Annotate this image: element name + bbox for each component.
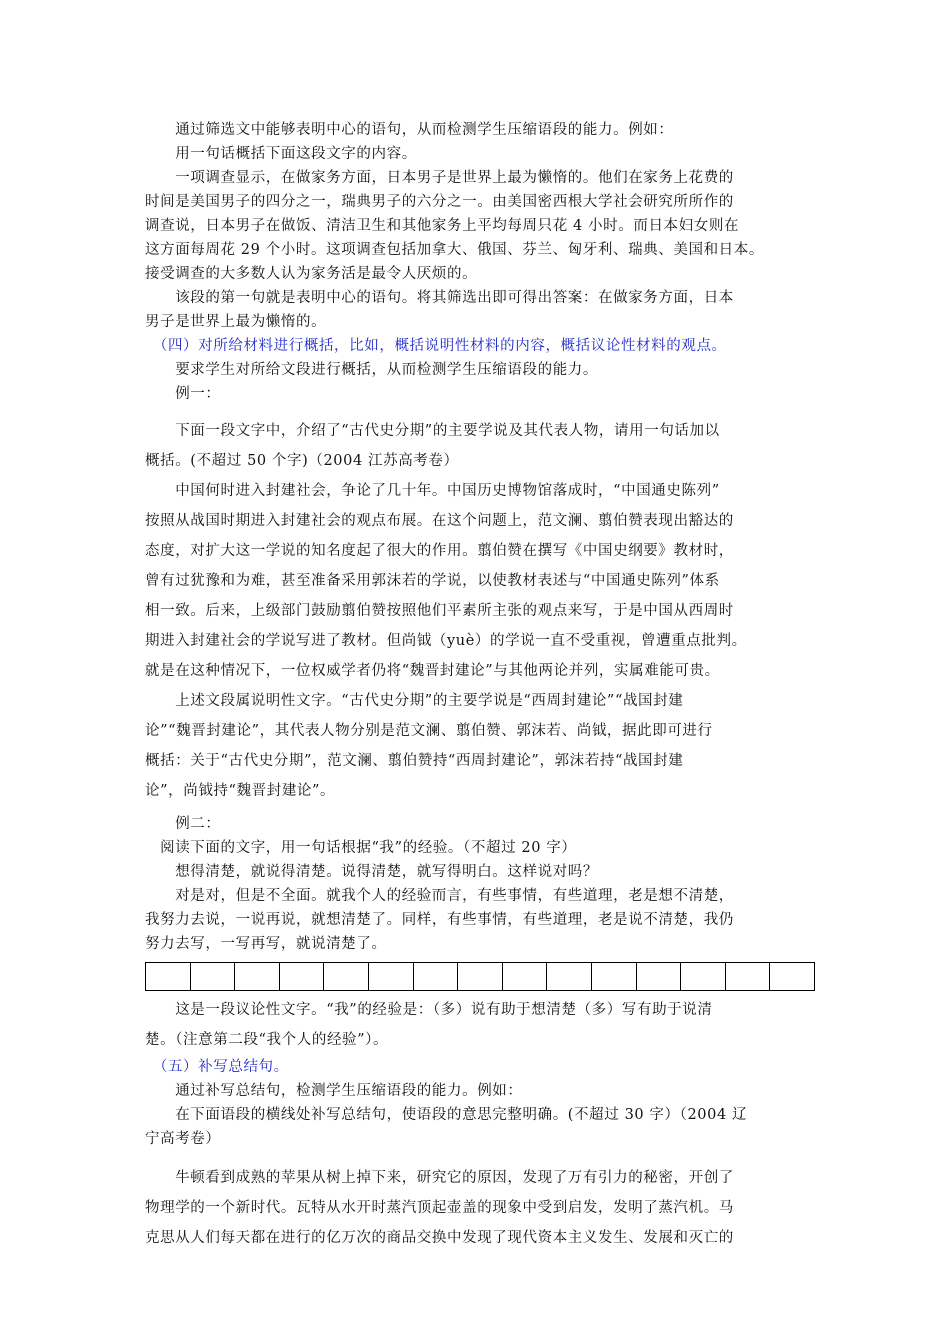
text-line: 牛顿看到成熟的苹果从树上掉下来，研究它的原因，发现了万有引力的秘密，开创了	[145, 1170, 734, 1186]
text-line: 用一句话概括下面这段文字的内容。	[145, 146, 417, 162]
text-line: 通过补写总结句，检测学生压缩语段的能力。例如：	[145, 1083, 523, 1099]
text-line: 中国何时进入封建社会，争论了几十年。中国历史博物馆落成时，“中国通史陈列”	[145, 483, 720, 499]
text-line: 楚。（注意第二段“我个人的经验”）。	[145, 1032, 389, 1048]
text-line: 例二：	[145, 816, 221, 832]
answer-grid-cell[interactable]	[280, 963, 325, 990]
answer-grid-cell[interactable]	[592, 963, 637, 990]
answer-grid-cell[interactable]	[146, 963, 191, 990]
text-line: 曾有过犹豫和为难，甚至准备采用郭沫若的学说，以使教材表述与“中国通史陈列”体系	[145, 573, 720, 589]
text-line: 就是在这种情况下，一位权威学者仍将“魏晋封建论”与其他两论并列，实属难能可贵。	[145, 663, 720, 679]
text-line: 通过筛选文中能够表明中心的语句，从而检测学生压缩语段的能力。例如：	[145, 122, 674, 138]
text-line: 时间是美国男子的四分之一，瑞典男子的六分之一。由美国密西根大学社会研究所所作的	[145, 194, 734, 210]
section-summary-sentence	[145, 1079, 815, 1151]
section-example-one-intro	[145, 358, 815, 406]
heading-five: （五）补写总结句。	[145, 1059, 289, 1075]
section-newton-passage	[145, 1163, 815, 1253]
text-line: 努力去写，一写再写，就说清楚了。	[145, 936, 387, 952]
answer-grid-cell[interactable]	[637, 963, 682, 990]
answer-grid-cell[interactable]	[681, 963, 726, 990]
text-line: 我努力去说，一说再说，就想清楚了。同样，有些事情，有些道理，老是说不清楚，我仍	[145, 912, 734, 928]
text-line: 该段的第一句就是表明中心的语句。将其筛选出即可得出答案：在做家务方面，日本	[145, 290, 734, 306]
answer-grid-cell[interactable]	[414, 963, 459, 990]
text-line: 一项调查显示，在做家务方面，日本男子是世界上最为懒惰的。他们在家务上花费的	[145, 170, 734, 186]
answer-grid-cell[interactable]	[726, 963, 771, 990]
answer-grid-cell[interactable]	[369, 963, 414, 990]
text-line: 男子是世界上最为懒惰的。	[145, 314, 327, 330]
answer-grid-cell[interactable]	[770, 963, 814, 990]
text-line: 要求学生对所给文段进行概括，从而检测学生压缩语段的能力。	[145, 362, 598, 378]
text-line: 在下面语段的横线处补写总结句，使语段的意思完整明确。(不超过 30 字）（2004 辽	[145, 1107, 748, 1123]
text-line: 对是对，但是不全面。就我个人的经验而言，有些事情，有些道理，老是想不清楚，	[145, 888, 734, 904]
text-line: 态度，对扩大这一学说的知名度起了很大的作用。翦伯赞在撰写《中国史纲要》教材时，	[145, 543, 734, 559]
text-line: 论”，尚钺持“魏晋封建论”。	[145, 783, 336, 799]
text-line: 相一致。后来，上级部门鼓励翦伯赞按照他们平素所主张的观点来写，于是中国从西周时	[145, 603, 734, 619]
answer-grid-cell[interactable]	[191, 963, 236, 990]
text-line: 论”“魏晋封建论”，其代表人物分别是范文澜、翦伯赞、郭沫若、尚钺，据此即可进行	[145, 723, 713, 739]
section-example-one	[145, 416, 815, 806]
text-line: 概括：关于“古代史分期”，范文澜、翦伯赞持“西周封建论”，郭沫若持“战国封建	[145, 753, 684, 769]
answer-grid-cell[interactable]	[235, 963, 280, 990]
text-line: 下面一段文字中，介绍了“古代史分期”的主要学说及其代表人物，请用一句话加以	[145, 423, 720, 439]
section-screening-central-sentence	[145, 118, 815, 334]
text-line: 宁高考卷）	[145, 1131, 221, 1147]
answer-grid-cell[interactable]	[547, 963, 592, 990]
answer-grid-cell[interactable]	[324, 963, 369, 990]
text-line: 调查说，日本男子在做饭、清洁卫生和其他家务上平均每周只花 4 小时。而日本妇女则在	[145, 218, 740, 234]
text-line: 上述文段属说明性文字。“古代史分期”的主要学说是“西周封建论”“战国封建	[145, 693, 684, 709]
text-line: 克思从人们每天都在进行的亿万次的商品交换中发现了现代资本主义发生、发展和灭亡的	[145, 1230, 734, 1246]
heading-four: （四）对所给材料进行概括，比如，概括说明性材料的内容，概括议论性材料的观点。	[145, 338, 727, 354]
answer-grid-cell[interactable]	[458, 963, 503, 990]
section-example-two-answer	[145, 995, 815, 1055]
answer-grid	[145, 962, 815, 991]
text-line: 例一：	[145, 386, 221, 402]
text-line: 这方面每周花 29 个小时。这项调查包括加拿大、俄国、芬兰、匈牙利、瑞典、美国和日本。	[145, 242, 764, 258]
section-example-two	[145, 812, 815, 956]
text-line: 物理学的一个新时代。瓦特从水开时蒸汽顶起壶盖的现象中受到启发，发明了蒸汽机。马	[145, 1200, 734, 1216]
text-line: 这是一段议论性文字。“我”的经验是：（多）说有助于想清楚（多）写有助于说清	[145, 1002, 713, 1018]
text-line: 概括。(不超过 50 个字)（2004 江苏高考卷）	[145, 453, 459, 469]
answer-grid-cell[interactable]	[503, 963, 548, 990]
text-line: 接受调查的大多数人认为家务活是最令人厌烦的。	[145, 266, 478, 282]
text-line: 想得清楚，就说得清楚。说得清楚，就写得明白。这样说对吗？	[145, 864, 598, 880]
text-line: 按照从战国时期进入封建社会的观点布展。在这个问题上，范文澜、翦伯赞表现出豁达的	[145, 513, 734, 529]
text-line: 阅读下面的文字，用一句话根据“我”的经验。（不超过 20 字）	[145, 840, 577, 856]
document-page	[145, 118, 815, 1253]
text-line: 期进入封建社会的学说写进了教材。但尚钺（yuè）的学说一直不受重视，曾遭重点批判。	[145, 633, 747, 649]
